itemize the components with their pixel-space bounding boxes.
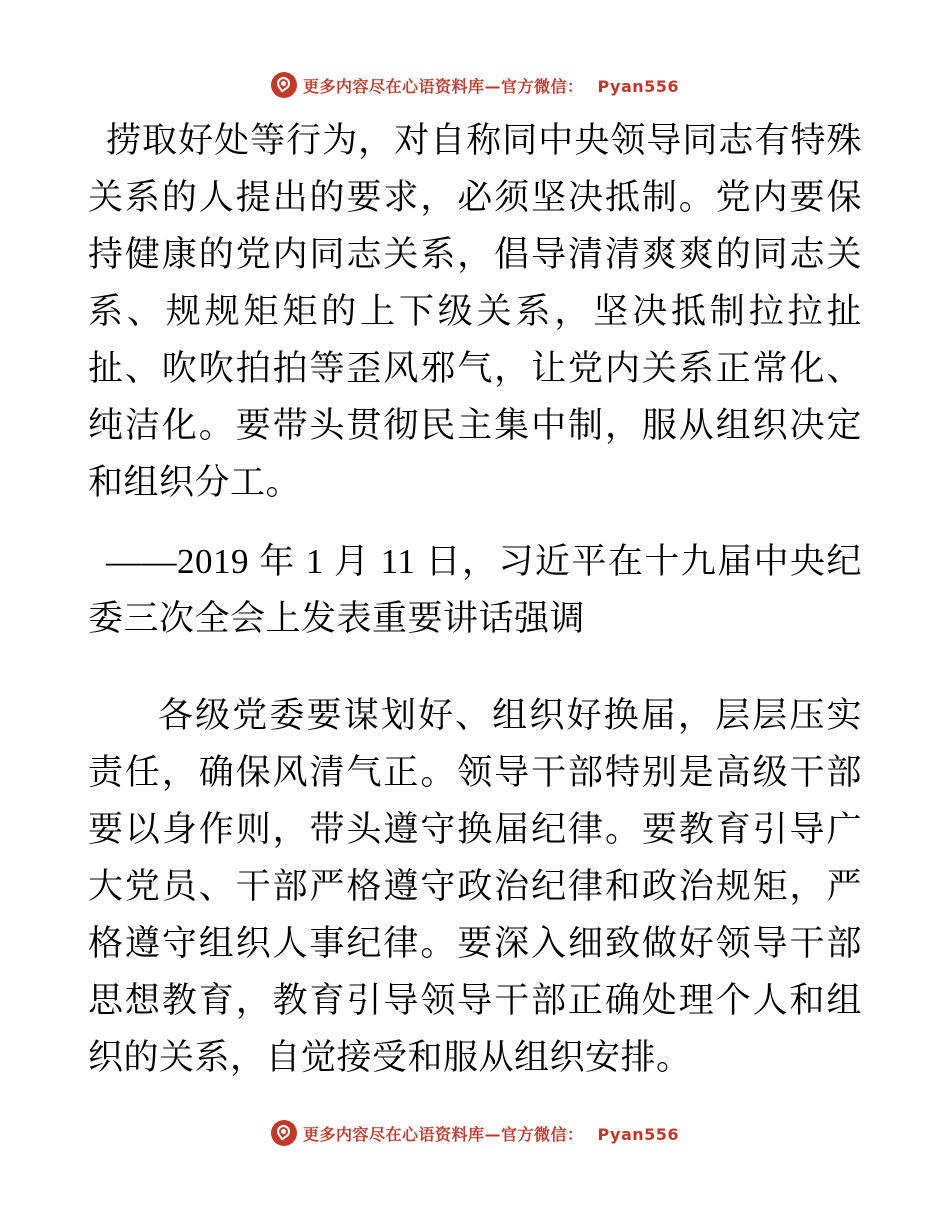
promo-label-top: 更多内容尽在心语资料库—官方微信：: [302, 76, 584, 96]
document-text-body: [88, 112, 862, 1092]
promo-wechat-id-top: Pyan556: [597, 76, 680, 96]
promo-text-bottom: [303, 1122, 679, 1145]
promo-text-top: [303, 74, 679, 97]
promo-banner-bottom: [0, 1120, 950, 1146]
promo-banner-top: [0, 72, 950, 98]
chat-bubble-logo-icon: [271, 72, 297, 98]
paragraph-2: 各级党委要谋划好、组织好换届，层层压实责任，确保风清气正。领导干部特别是高级干部要以身作则，带头遵守换届纪律。要教育引导广大党员、干部严格遵守政治纪律和政治规矩，严格遵守组织人事纪律。要深入细致做好领导干部思想教育，教育引导领导干部正确处理个人和组织的关系，自觉接受和服从组织安排。: [88, 696, 862, 1077]
paragraph-source-citation: ——2019 年 1 月 11 日，习近平在十九届中央纪委三次全会上发表重要讲话强调: [88, 542, 862, 638]
promo-label-bottom: 更多内容尽在心语资料库—官方微信：: [302, 1124, 584, 1144]
paragraph-1: 捞取好处等行为，对自称同中央领导同志有特殊关系的人提出的要求，必须坚决抵制。党内要保持健康的党内同志关系，倡导清清爽爽的同志关系、规规矩矩的上下级关系，坚决抵制拉拉扯扯、吹吹拍拍等歪风邪气，让党内关系正常化、纯洁化。要带头贯彻民主集中制，服从组织决定和组织分工。: [88, 121, 862, 502]
chat-bubble-logo-icon-bottom: [271, 1120, 297, 1146]
promo-wechat-id-bottom: Pyan556: [597, 1124, 680, 1144]
